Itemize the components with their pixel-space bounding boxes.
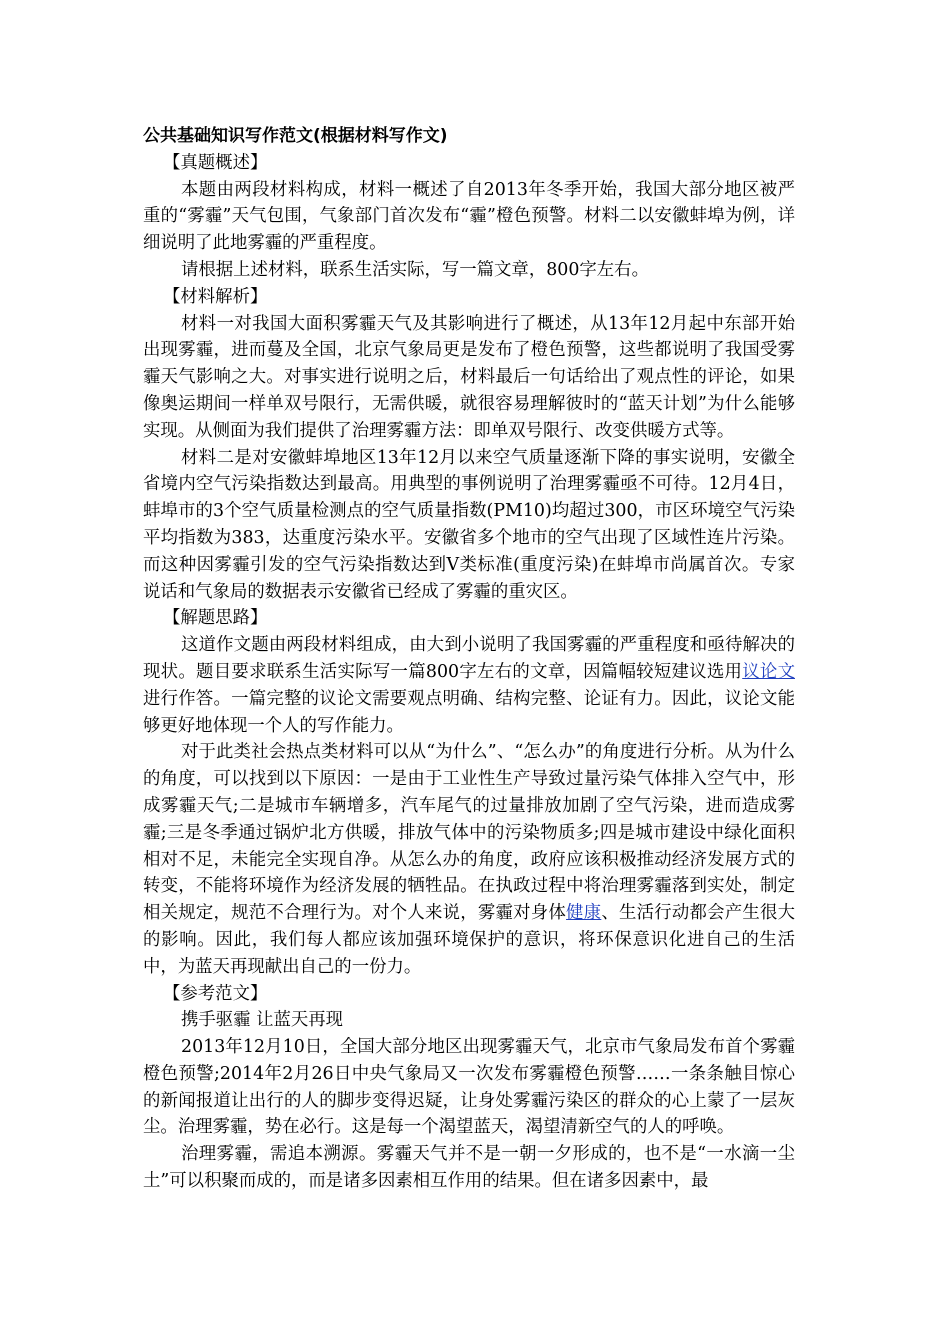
section-heading-sample: 【参考范文】: [163, 983, 268, 1004]
sample-essay-title: 携手驱霾 让蓝天再现: [181, 1010, 344, 1031]
document-title: 公共基础知识写作范文(根据材料写作文): [143, 126, 448, 146]
analysis-paragraph-2: 材料二是对安徽蚌埠地区13年12月以来空气质量逐渐下降的事实说明，安徽全省境内空气污染指数达到最高。用典型的事例说明了治理雾霾亟不可待。12月4日，蚌埠市的3个空气质量检测点的空气质量指数(PM10)均超过300，市区环境空气污染平均指数为383，达重度污染水平。安徽省多个地市的空气出现了区域性连片污染。而这种因雾霾引发的空气污染指数达到V类标准(重度污染)在蚌埠市尚属首次。专家说话和气象局的数据表示安徽省已经成了雾霾的重灾区。: [143, 447, 795, 602]
approach-p1-text-before: 这道作文题由两段材料组成，由大到小说明了我国雾霾的严重程度和亟待解决的现状。题目要求联系生活实际写一篇800字左右的文章，因篇幅较短建议选用: [143, 635, 795, 682]
approach-p1-text-after: 进行作答。一篇完整的议论文需要观点明确、结构完整、论证有力。因此，议论文能够更好地体现一个人的写作能力。: [143, 688, 795, 736]
approach-paragraph-1: [143, 632, 795, 739]
overview-paragraph-1: 本题由两段材料构成，材料一概述了自2013年冬季开始，我国大部分地区被严重的“雾霾”天气包围，气象部门首次发布“霾”橙色预警。材料二以安徽蚌埠为例，详细说明了此地雾霾的严重程度。: [143, 179, 795, 254]
section-heading-approach: 【解题思路】: [163, 608, 268, 629]
health-link[interactable]: 健康: [566, 903, 602, 924]
analysis-paragraph-1: 材料一对我国大面积雾霾天气及其影响进行了概述，从13年12月起中东部开始出现雾霾，进而蔓及全国，北京气象局更是发布了橙色预警，这些都说明了我国受雾霾天气影响之大。对事实进行说明之后，材料最后一句话给出了观点性的评论，如果像奥运期间一样单双号限行，无需供暖，就很容易理解彼时的“蓝天计划”为什么能够实现。从侧面为我们提供了治理雾霾方法：即单双号限行、改变供暖方式等。: [143, 313, 795, 441]
section-heading-overview: 【真题概述】: [163, 152, 268, 173]
sample-paragraph-1: 2013年12月10日，全国大部分地区出现雾霾天气，北京市气象局发布首个雾霾橙色预警;2014年2月26日中央气象局又一次发布雾霾橙色预警……一条条触目惊心的新闻报道让出行的人的脚步变得迟疑，让身处雾霾污染区的群众的心上蒙了一层灰尘。治理雾霾，势在必行。这是每一个渴望蓝天，渴望清新空气的人的呼唤。: [143, 1037, 795, 1138]
approach-p2-text-before: 对于此类社会热点类材料可以从“为什么”、“怎么办”的角度进行分析。从为什么的角度，可以找到以下原因：一是由于工业性生产导致过量污染气体排入空气中，形成雾霾天气;二是城市车辆增多，汽车尾气的过量排放加剧了空气污染，进而造成雾霾;三是冬季通过锅炉北方供暖，排放气体中的污染物质多;四是城市建设中绿化面积相对不足，未能完全实现自净。从怎么办的角度，政府应该积极推动经济发展方式的转变，不能将环境作为经济发展的牺牲品。在执政过程中将治理雾霾落到实处，制定相关规定，规范不合理行为。对个人来说，雾霾对身体: [143, 742, 795, 924]
section-heading-analysis: 【材料解析】: [163, 286, 268, 307]
argumentative-essay-link[interactable]: 议论文: [742, 661, 795, 682]
overview-paragraph-2: 请根据上述材料，联系生活实际，写一篇文章，800字左右。: [181, 259, 649, 280]
approach-paragraph-2: [143, 739, 795, 980]
sample-paragraph-2: 治理雾霾，需追本溯源。雾霾天气并不是一朝一夕形成的，也不是“一水滴一尘土”可以积聚而成的，而是诸多因素相互作用的结果。但在诸多因素中，最: [143, 1144, 795, 1192]
document-body: [143, 123, 795, 1195]
approach-p2-text-after: 、生活行动都会产生很大的影响。因此，我们每人都应该加强环境保护的意识，将环保意识化进自己的生活中，为蓝天再现献出自己的一份力。: [143, 903, 795, 977]
